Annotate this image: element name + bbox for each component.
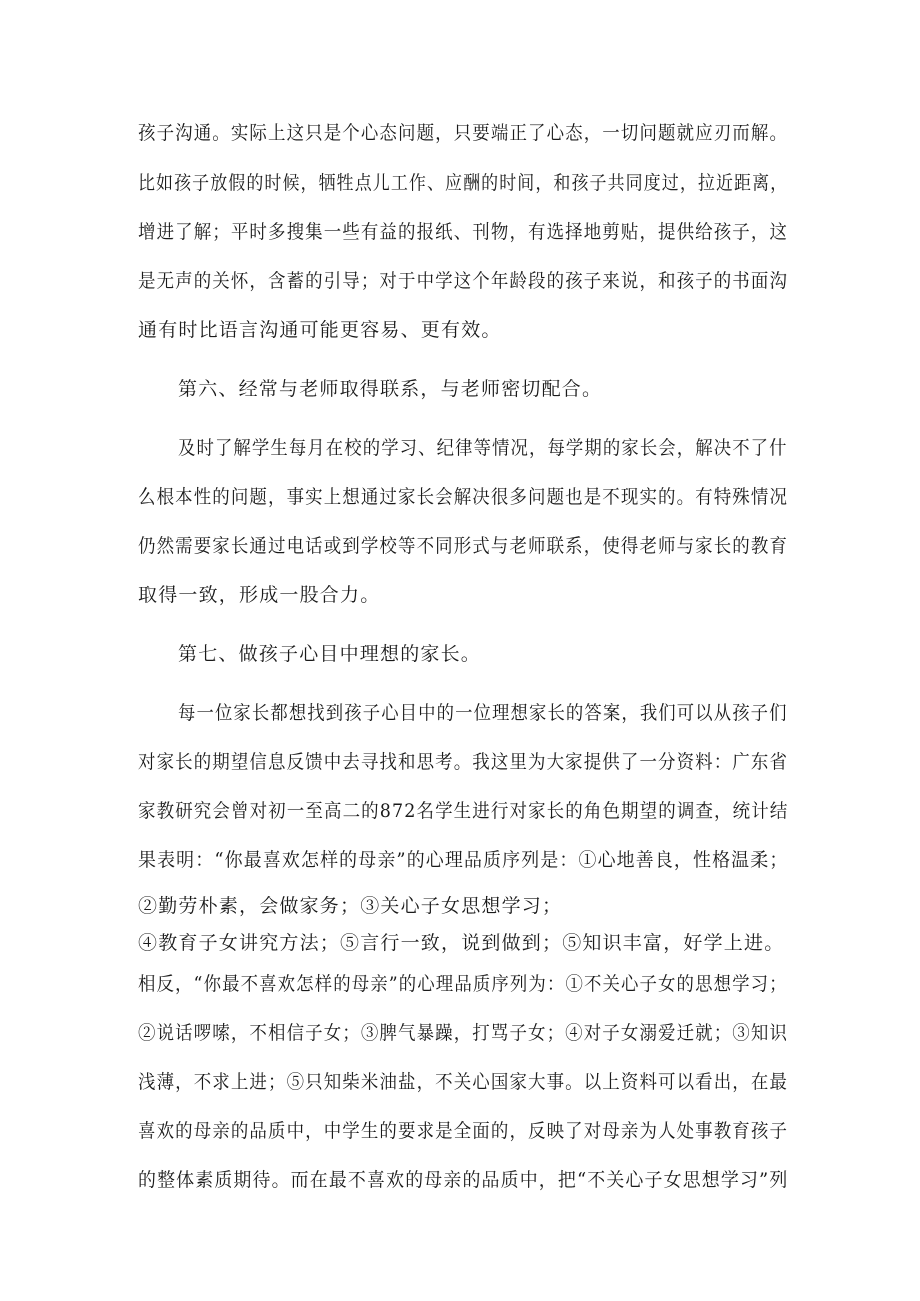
paragraph-line: 果表明：“你最喜欢怎样的母亲”的心理品质序列是：①心地善良，性格温柔； — [138, 849, 789, 871]
paragraph-line: 么根本性的问题，事实上想通过家长会解决很多问题也是不现实的。有特殊情况 — [138, 486, 789, 508]
paragraph-line: 相反，“你最不喜欢怎样的母亲”的心理品质序列为：①不关心子女的思想学习； — [138, 973, 788, 995]
section-heading: 第六、经常与老师取得联系，与老师密切配合。 — [178, 378, 603, 400]
paragraph-line: 每一位家长都想找到孩子心目中的一位理想家长的答案，我们可以从孩子们 — [178, 702, 788, 724]
paragraph-line: 通有时比语言沟通可能更容易、更有效。 — [138, 319, 502, 341]
paragraph-line: 浅薄，不求上进；⑤只知柴米油盐，不关心国家大事。以上资料可以看出，在最 — [138, 1071, 789, 1093]
paragraph-line: 是无声的关怀，含蓄的引导；对于中学这个年龄段的孩子来说，和孩子的书面沟 — [138, 270, 789, 292]
paragraph-line: 比如孩子放假的时候，牺牲点儿工作、应酬的时间，和孩子共同度过，拉近距离， — [138, 172, 789, 194]
paragraph-line: 及时了解学生每月在校的学习、纪律等情况，每学期的家长会，解决不了什 — [178, 437, 788, 459]
paragraph-line: 增进了解；平时多搜集一些有益的报纸、刊物，有选择地剪贴，提供给孩子，这 — [138, 221, 789, 243]
paragraph-line: 仍然需要家长通过电话或到学校等不同形式与老师联系，使得老师与家长的教育 — [138, 535, 789, 557]
paragraph-line: 对家长的期望信息反馈中去寻找和思考。我这里为大家提供了一分资料：广东省 — [138, 751, 789, 773]
paragraph-line: 喜欢的母亲的品质中，中学生的要求是全面的，反映了对母亲为人处事教育孩子 — [138, 1120, 789, 1142]
paragraph-line: 的整体素质期待。而在最不喜欢的母亲的品质中，把“不关心子女思想学习”列 — [138, 1169, 789, 1191]
section-heading: 第七、做孩子心目中理想的家长。 — [178, 643, 482, 665]
paragraph-line: 家教研究会曾对初一至高二的872名学生进行对家长的角色期望的调查，统计结 — [138, 800, 789, 822]
paragraph-line: 孩子沟通。实际上这只是个心态问题，只要端正了心态，一切问题就应刃而解。 — [138, 122, 789, 144]
paragraph-line: ②勤劳朴素，会做家务；③关心子女思想学习； — [138, 895, 563, 917]
paragraph-line: ④教育子女讲究方法；⑤言行一致，说到做到；⑤知识丰富，好学上进。 — [138, 932, 785, 954]
paragraph-line: 取得一致，形成一股合力。 — [138, 584, 381, 606]
paragraph-line: ②说话啰嗦，不相信子女；③脾气暴躁，打骂子女；④对子女溺爱迁就；③知识 — [138, 1022, 789, 1044]
